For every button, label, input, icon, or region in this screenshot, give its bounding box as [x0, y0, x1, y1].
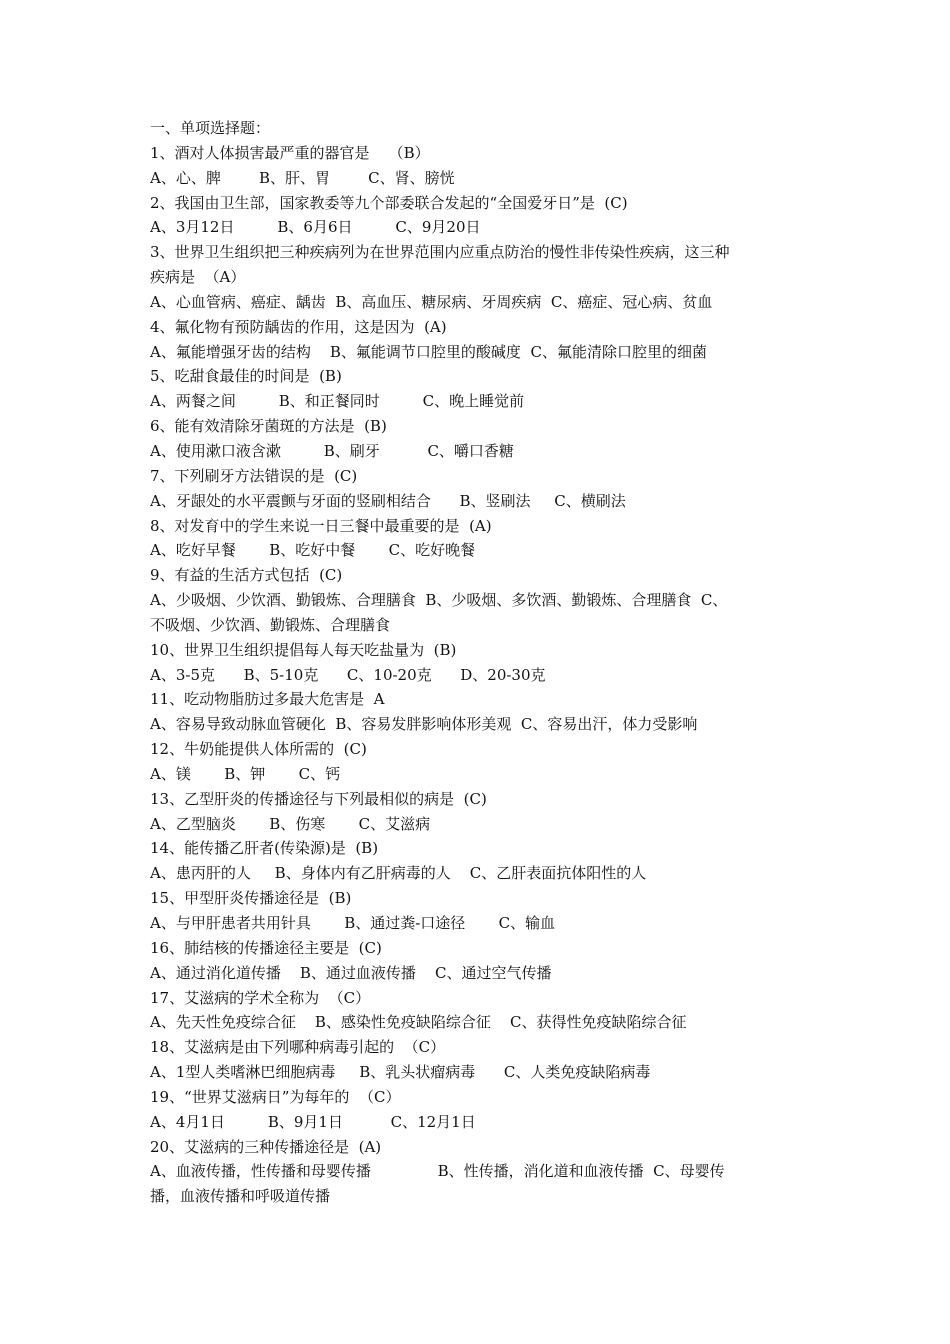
- options-5: A、两餐之间 B、和正餐同时 C、晚上睡觉前: [150, 392, 525, 411]
- question-11: 11、吃动物脂肪过多最大危害是 A: [150, 690, 385, 709]
- question-4: 4、氟化物有预防龋齿的作用，这是因为 (A): [150, 317, 447, 336]
- options-20: A、血液传播，性传播和母婴传播 B、性传播，消化道和血液传播 C、母婴传: [150, 1162, 725, 1181]
- options-12: A、镁 B、钾 C、钙: [150, 764, 341, 783]
- options-1: A、心、脾 B、肝、胃 C、肾、膀恍: [150, 168, 455, 187]
- question-12: 12、牛奶能提供人体所需的 (C): [150, 740, 367, 759]
- question-3: 3、世界卫生组织把三种疾病列为在世界范围内应重点防治的慢性非传染性疾病，这三种: [150, 243, 730, 262]
- question-14: 14、能传播乙肝者(传染源)是 (B): [150, 839, 379, 858]
- question-2: 2、我国由卫生部，国家教委等九个部委联合发起的“全国爱牙日”是 (C): [150, 193, 628, 212]
- question-6: 6、能有效清除牙菌斑的方法是 (B): [150, 417, 387, 436]
- options-9-cont: 不吸烟、少饮酒、勤锻炼、合理膳食: [150, 615, 391, 634]
- options-8: A、吃好早餐 B、吃好中餐 C、吃好晚餐: [150, 541, 476, 560]
- section-heading: 一、单项选择题：: [150, 119, 271, 137]
- options-11: A、容易导致动脉血管硬化 B、容易发胖影响体形美观 C、容易出汗，体力受影响: [150, 715, 698, 734]
- options-9: A、少吸烟、少饮酒、勤锻炼、合理膳食 B、少吸烟、多饮酒、勤锻炼、合理膳食 C、: [150, 591, 728, 610]
- question-3-cont: 疾病是 （A）: [150, 268, 246, 287]
- question-19: 19、“世界艾滋病日”为每年的 （C）: [150, 1087, 401, 1106]
- question-18: 18、艾滋病是由下列哪种病毒引起的 （C）: [150, 1038, 446, 1057]
- question-16: 16、肺结核的传播途径主要是 (C): [150, 938, 382, 957]
- question-20: 20、艾滋病的三种传播途径是 (A): [150, 1137, 382, 1156]
- options-2: A、3月12日 B、6月6日 C、9月20日: [150, 218, 481, 237]
- options-17: A、先天性免疫综合征 B、感染性免疫缺陷综合征 C、获得性免疫缺陷综合征: [150, 1013, 687, 1032]
- question-13: 13、乙型肝炎的传播途径与下列最相似的病是 (C): [150, 789, 487, 808]
- options-13: A、乙型脑炎 B、伤寒 C、艾滋病: [150, 814, 431, 833]
- options-3: A、心血管病、癌症、龋齿 B、高血压、糖尿病、牙周疾病 C、癌症、冠心病、贫血: [150, 292, 713, 311]
- question-1: 1、酒对人体损害最严重的器官是 （B）: [150, 143, 430, 162]
- options-19: A、4月1日 B、9月1日 C、12月1日: [150, 1112, 476, 1131]
- options-15: A、与甲肝患者共用针具 B、通过粪-口途径 C、输血: [150, 914, 556, 932]
- options-14: A、患丙肝的人 B、身体内有乙肝病毒的人 C、乙肝表面抗体阳性的人: [150, 864, 647, 883]
- document-page: [150, 116, 810, 1209]
- options-18: A、1型人类嗜淋巴细胞病毒 B、乳头状瘤病毒 C、人类免疫缺陷病毒: [150, 1063, 651, 1082]
- question-8: 8、对发育中的学生来说一日三餐中最重要的是 (A): [150, 516, 492, 535]
- question-9: 9、有益的生活方式包括 (C): [150, 566, 343, 585]
- options-16: A、通过消化道传播 B、通过血液传播 C、通过空气传播: [150, 963, 552, 982]
- question-15: 15、甲型肝炎传播途径是 (B): [150, 889, 352, 908]
- options-20-cont: 播，血液传播和呼吸道传播: [150, 1187, 331, 1206]
- question-17: 17、艾滋病的学术全称为 （C）: [150, 988, 371, 1007]
- options-4: A、氟能增强牙齿的结构 B、氟能调节口腔里的酸碱度 C、氟能清除口腔里的细菌: [150, 342, 707, 361]
- options-6: A、使用漱口液含漱 B、刷牙 C、嚼口香糖: [150, 441, 514, 460]
- options-10: A、3-5克 B、5-10克 C、10-20克 D、20-30克: [150, 665, 546, 684]
- question-5: 5、吃甜食最佳的时间是 (B): [150, 367, 342, 386]
- question-7: 7、下列刷牙方法错误的是 (C): [150, 466, 358, 485]
- question-10: 10、世界卫生组织提倡每人每天吃盐量为 (B): [150, 640, 457, 659]
- options-7: A、牙龈处的水平震颤与牙面的竖刷相结合 B、竖刷法 C、横刷法: [150, 491, 626, 510]
